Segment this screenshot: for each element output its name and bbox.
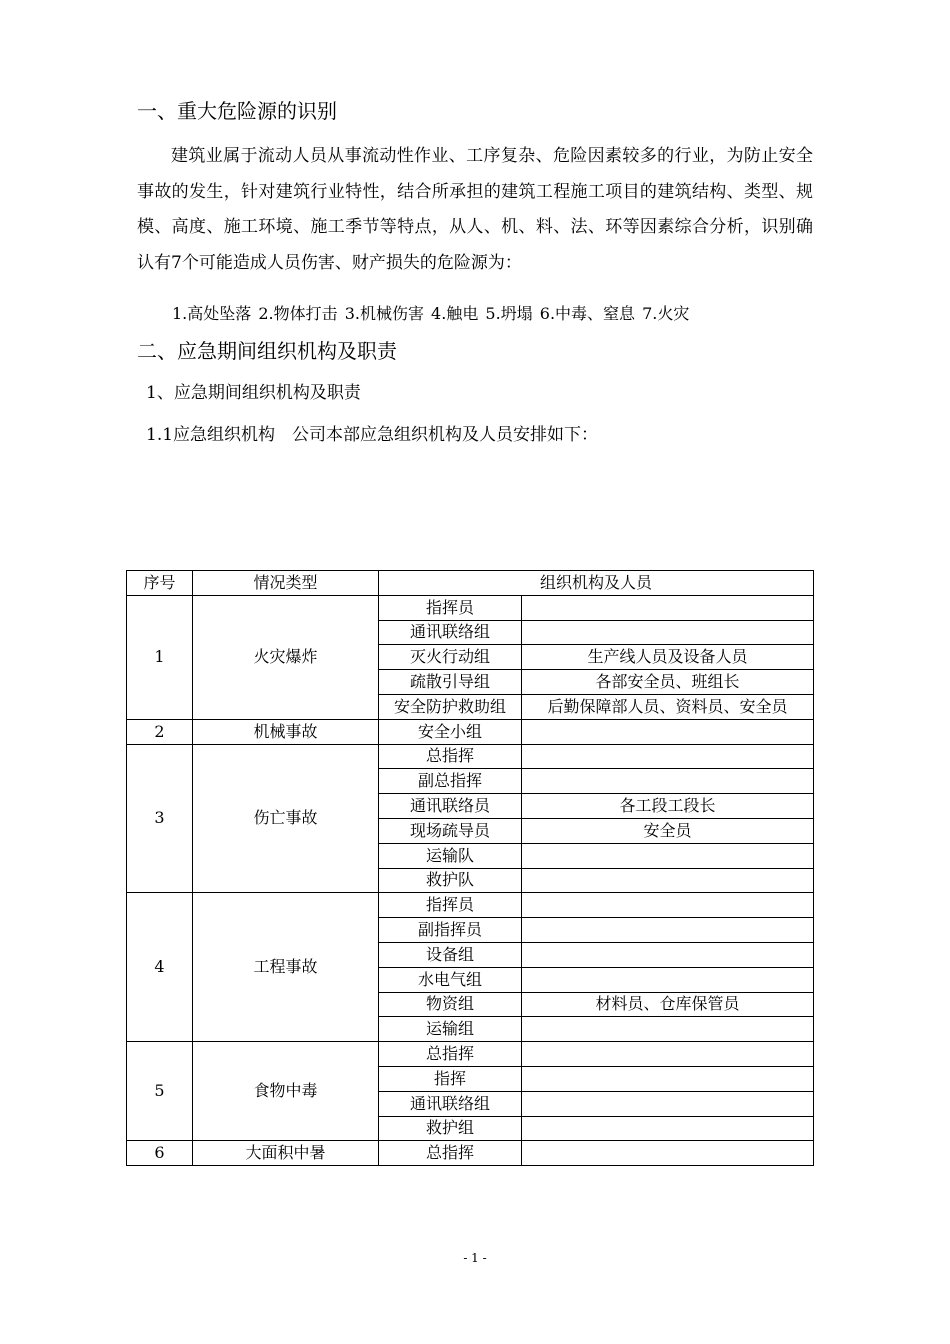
cell-staff <box>522 769 814 794</box>
page-number: - 1 - <box>463 1251 487 1265</box>
cell-role: 安全防护救助组 <box>379 694 522 719</box>
cell-role: 指挥 <box>379 1066 522 1091</box>
cell-staff <box>522 967 814 992</box>
cell-role: 设备组 <box>379 942 522 967</box>
cell-type: 大面积中暑 <box>193 1141 379 1166</box>
cell-no: 1 <box>127 595 193 719</box>
header-org: 组织机构及人员 <box>379 571 814 596</box>
cell-staff <box>522 918 814 943</box>
section1-paragraph: 建筑业属于流动人员从事流动性作业、工序复杂、危险因素较多的行业，为防止安全事故的发生，针对建筑行业特性，结合所承担的建筑工程施工项目的建筑结构、类型、规模、高度、施工环境、施工季节等特点，从人、机、料、法、环等因素综合分析，识别确认有7个可能造成人员伤害、财产损失的危险源为： <box>137 146 813 273</box>
cell-staff <box>522 1042 814 1067</box>
cell-role: 疏散引导组 <box>379 670 522 695</box>
cell-no: 2 <box>127 719 193 744</box>
header-type: 情况类型 <box>193 571 379 596</box>
cell-role: 救护组 <box>379 1116 522 1141</box>
cell-staff <box>522 1116 814 1141</box>
cell-no: 6 <box>127 1141 193 1166</box>
cell-role: 总指挥 <box>379 744 522 769</box>
cell-type: 伤亡事故 <box>193 744 379 893</box>
cell-role: 总指挥 <box>379 1141 522 1166</box>
cell-role: 副总指挥 <box>379 769 522 794</box>
table-row <box>127 1042 814 1067</box>
cell-type: 食物中毒 <box>193 1042 379 1141</box>
cell-staff <box>522 942 814 967</box>
cell-staff <box>522 620 814 645</box>
table-body <box>127 595 814 1165</box>
cell-staff: 后勤保障部人员、资料员、安全员 <box>522 694 814 719</box>
cell-no: 5 <box>127 1042 193 1141</box>
table-header-row <box>127 571 814 596</box>
cell-role: 副指挥员 <box>379 918 522 943</box>
cell-no: 3 <box>127 744 193 893</box>
table-row <box>127 595 814 620</box>
cell-staff <box>522 1141 814 1166</box>
table-row <box>127 744 814 769</box>
cell-staff: 材料员、仓库保管员 <box>522 992 814 1017</box>
cell-staff <box>522 843 814 868</box>
cell-staff <box>522 719 814 744</box>
cell-staff <box>522 1066 814 1091</box>
cell-staff: 各工段工段长 <box>522 794 814 819</box>
org-table <box>126 570 814 1166</box>
cell-type: 工程事故 <box>193 893 379 1042</box>
cell-role: 通讯联络组 <box>379 620 522 645</box>
section1-heading: 一、重大危险源的识别 <box>137 99 337 123</box>
cell-role: 物资组 <box>379 992 522 1017</box>
table-row <box>127 893 814 918</box>
cell-type: 机械事故 <box>193 719 379 744</box>
cell-role: 救护队 <box>379 868 522 893</box>
cell-staff <box>522 893 814 918</box>
cell-role: 安全小组 <box>379 719 522 744</box>
cell-staff <box>522 1017 814 1042</box>
cell-staff <box>522 744 814 769</box>
cell-role: 通讯联络组 <box>379 1091 522 1116</box>
hazard-list: 1.高处坠落 2.物体打击 3.机械伤害 4.触电 5.坍塌 6.中毒、窒息 7.火灾 <box>172 304 690 323</box>
header-no: 序号 <box>127 571 193 596</box>
cell-role: 水电气组 <box>379 967 522 992</box>
section2-heading: 二、应急期间组织机构及职责 <box>137 339 397 363</box>
cell-role: 现场疏导员 <box>379 818 522 843</box>
cell-role: 通讯联络员 <box>379 794 522 819</box>
cell-staff: 各部安全员、班组长 <box>522 670 814 695</box>
cell-role: 运输组 <box>379 1017 522 1042</box>
cell-staff <box>522 595 814 620</box>
cell-staff <box>522 1091 814 1116</box>
cell-role: 运输队 <box>379 843 522 868</box>
cell-no: 4 <box>127 893 193 1042</box>
cell-type: 火灾爆炸 <box>193 595 379 719</box>
subsection-1-1: 1.1应急组织机构 公司本部应急组织机构及人员安排如下： <box>146 425 599 445</box>
cell-staff: 生产线人员及设备人员 <box>522 645 814 670</box>
cell-staff: 安全员 <box>522 818 814 843</box>
cell-role: 指挥员 <box>379 595 522 620</box>
cell-staff <box>522 868 814 893</box>
cell-role: 总指挥 <box>379 1042 522 1067</box>
table-row <box>127 719 814 744</box>
cell-role: 指挥员 <box>379 893 522 918</box>
cell-role: 灭火行动组 <box>379 645 522 670</box>
subsection-1: 1、应急期间组织机构及职责 <box>146 383 361 403</box>
table-row <box>127 1141 814 1166</box>
